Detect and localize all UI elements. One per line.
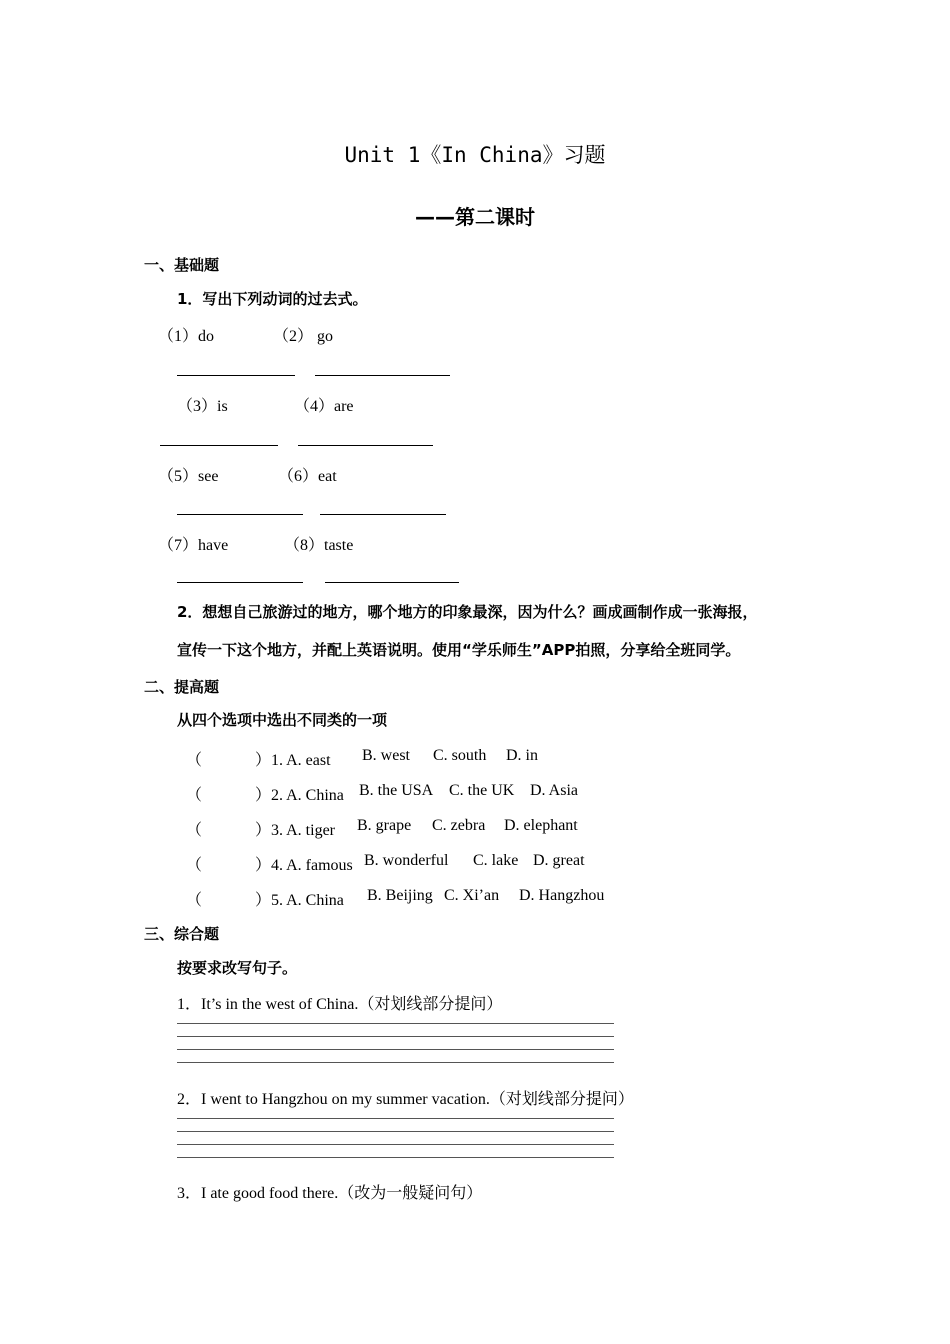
page-title: Unit 1《In China》习题 — [344, 143, 606, 167]
rewrite-sentence-3: 3．I ate good food there.（改为一般疑问句） — [177, 1185, 483, 1202]
choice-question-number: ）2. A. China — [255, 787, 344, 804]
writing-line[interactable] — [177, 1118, 614, 1119]
writing-line[interactable] — [177, 1144, 614, 1145]
answer-blank[interactable] — [298, 445, 433, 446]
choice-question-number: ）5. A. China — [255, 892, 344, 909]
verb-item: （7）have — [158, 537, 229, 554]
answer-paren[interactable]: （ — [186, 857, 203, 874]
choice-option-b: B. Beijing — [367, 887, 433, 904]
choice-question-number: ）3. A. tiger — [255, 822, 335, 839]
choice-option-c: C. Xi’an — [444, 887, 500, 904]
answer-paren[interactable]: （ — [186, 892, 203, 909]
writing-line[interactable] — [177, 1036, 614, 1037]
answer-blank[interactable] — [177, 375, 295, 376]
choice-option-d: D. Hangzhou — [519, 887, 605, 904]
choice-question-number: ）4. A. famous — [255, 857, 353, 874]
verb-item: （1）do — [158, 328, 215, 345]
answer-blank[interactable] — [320, 514, 446, 515]
rewrite-sentence-2: 2．I went to Hangzhou on my summer vacation.（对划线部分提问） — [177, 1091, 634, 1108]
answer-blank[interactable] — [325, 582, 459, 583]
choice-option-c: C. lake — [473, 852, 519, 869]
section-3-prompt: 按要求改写句子。 — [177, 959, 298, 977]
verb-item: （4）are — [294, 398, 354, 415]
page-subtitle: ——第二课时 — [415, 205, 535, 229]
writing-line[interactable] — [177, 1049, 614, 1050]
writing-line[interactable] — [177, 1131, 614, 1132]
choice-option-d: D. Asia — [530, 782, 578, 799]
answer-paren[interactable]: （ — [186, 822, 203, 839]
q2-text-line2: 宣传一下这个地方，并配上英语说明。使用“学乐师生”APP拍照，分享给全班同学。 — [177, 641, 741, 659]
choice-option-b: B. wonderful — [364, 852, 449, 869]
verb-item: （3）is — [177, 398, 228, 415]
answer-paren[interactable]: （ — [186, 787, 203, 804]
choice-option-c: C. zebra — [432, 817, 486, 834]
section-2-prompt: 从四个选项中选出不同类的一项 — [177, 711, 388, 729]
section-3-heading: 三、综合题 — [144, 925, 220, 943]
q1-prompt: 1．写出下列动词的过去式。 — [177, 290, 368, 308]
rewrite-sentence-1: 1．It’s in the west of China.（对划线部分提问） — [177, 996, 503, 1013]
answer-blank[interactable] — [177, 582, 303, 583]
section-2-heading: 二、提高题 — [144, 678, 220, 696]
writing-line[interactable] — [177, 1157, 614, 1158]
choice-option-b: B. grape — [357, 817, 412, 834]
answer-blank[interactable] — [160, 445, 278, 446]
verb-item: （6）eat — [278, 468, 337, 485]
choice-option-b: B. the USA — [359, 782, 434, 799]
answer-blank[interactable] — [177, 514, 303, 515]
writing-line[interactable] — [177, 1023, 614, 1024]
verb-item: （5）see — [158, 468, 219, 485]
verb-item: （2） go — [273, 328, 334, 345]
answer-paren[interactable]: （ — [186, 752, 203, 769]
choice-option-d: D. in — [506, 747, 538, 764]
verb-item: （8）taste — [284, 537, 354, 554]
choice-option-c: C. the UK — [449, 782, 515, 799]
q2-text-line1: 2．想想自己旅游过的地方，哪个地方的印象最深，因为什么？画成画制作成一张海报， — [177, 603, 758, 621]
choice-option-d: D. elephant — [504, 817, 578, 834]
choice-option-c: C. south — [433, 747, 487, 764]
choice-question-number: ）1. A. east — [255, 752, 331, 769]
answer-blank[interactable] — [315, 375, 450, 376]
writing-line[interactable] — [177, 1062, 614, 1063]
choice-option-d: D. great — [533, 852, 585, 869]
section-1-heading: 一、基础题 — [144, 256, 220, 274]
choice-option-b: B. west — [362, 747, 410, 764]
